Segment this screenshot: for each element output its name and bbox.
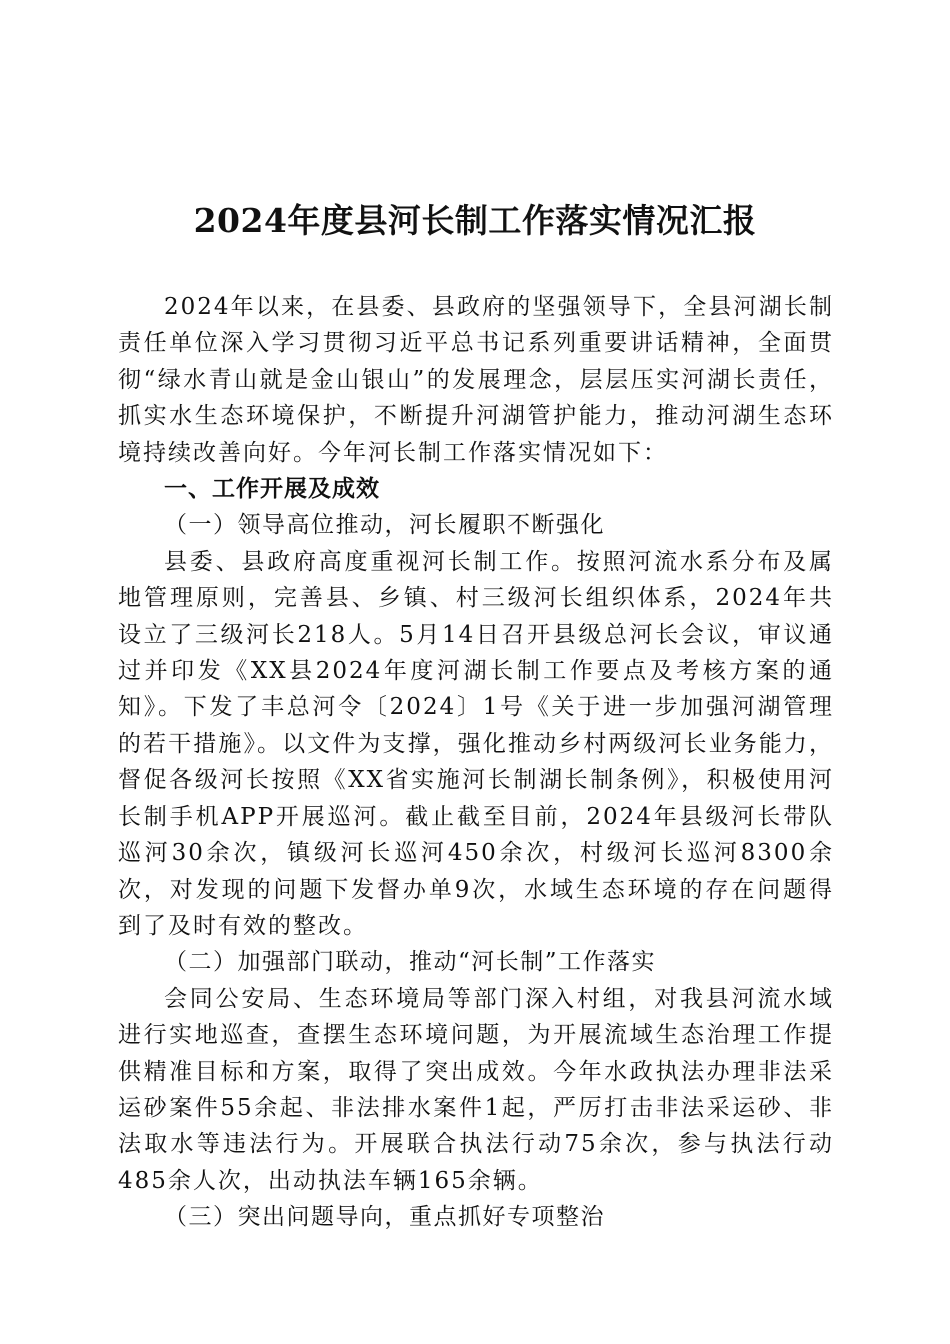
- section-heading-1: 一、工作开展及成效: [164, 476, 380, 503]
- subsection-heading-3: （三）突出问题导向，重点抓好专项整治: [164, 1204, 605, 1231]
- document-title: 2024年度县河长制工作落实情况汇报: [193, 201, 757, 240]
- subsection-heading-2: （二）加强部门联动，推动“河长制”工作落实: [164, 949, 657, 976]
- document-body: [118, 289, 834, 1236]
- subsection-heading-1: （一）领导高位推动，河长履职不断强化: [164, 512, 605, 539]
- intro-paragraph: 2024年以来，在县委、县政府的坚强领导下，全县河湖长制责任单位深入学习贯彻习近平总书记系列重要讲话精神，全面贯彻“绿水青山就是金山银山”的发展理念，层层压实河湖长责任，抓实水生态环境保护，不断提升河湖管护能力，推动河湖生态环境持续改善向好。今年河长制工作落实情况如下：: [118, 294, 834, 466]
- subsection-paragraph-2: 会同公安局、生态环境局等部门深入村组，对我县河流水域进行实地巡查，查摆生态环境问题，为开展流域生态治理工作提供精准目标和方案，取得了突出成效。今年水政执法办理非法采运砂案件55余起、非法排水案件1起，严厉打击非法采运砂、非法取水等违法行为。开展联合执法行动75余次，参与执法行动485余人次，出动执法车辆165余辆。: [118, 985, 834, 1194]
- subsection-paragraph-1: 县委、县政府高度重视河长制工作。按照河流水系分布及属地管理原则，完善县、乡镇、村三级河长组织体系，2024年共设立了三级河长218人。5月14日召开县级总河长会议，审议通过并印发《XX县2024年度河湖长制工作要点及考核方案的通知》。下发了丰总河令〔2024〕1号《关于进一步加强河湖管理的若干措施》。以文件为支撑，强化推动乡村两级河长业务能力，督促各级河长按照《XX省实施河长制湖长制条例》，积极使用河长制手机APP开展巡河。截止截至目前，2024年县级河长带队巡河30余次，镇级河长巡河450余次，村级河长巡河8300余次，对发现的问题下发督办单9次，水域生态环境的存在问题得到了及时有效的整改。: [118, 548, 834, 939]
